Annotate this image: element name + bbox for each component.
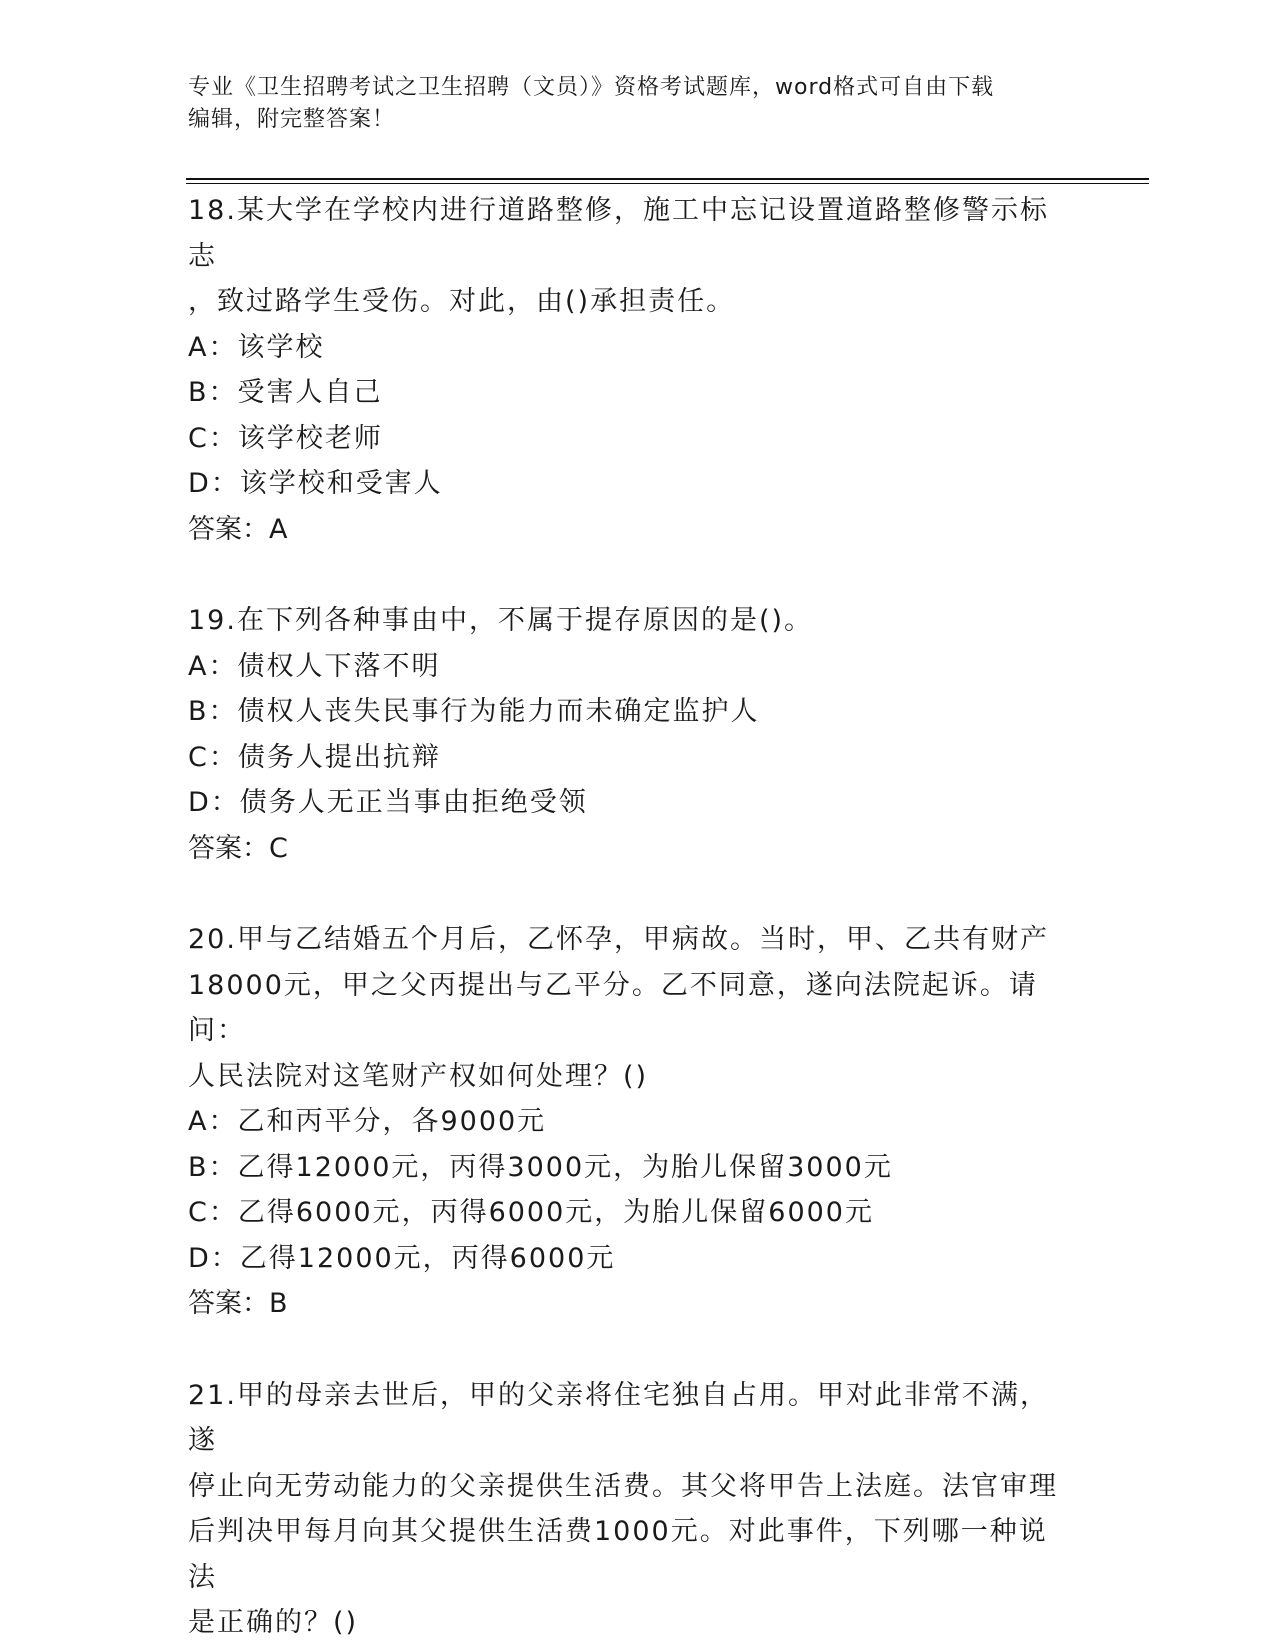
question-text-line: 19.在下列各种事由中，不属于提存原因的是()。	[188, 605, 814, 636]
question-19	[188, 598, 1068, 871]
option-d: D：该学校和受害人	[188, 468, 443, 499]
question-text-line: 停止向无劳动能力的父亲提供生活费。其父将甲告上法庭。法官审理	[188, 1470, 1058, 1502]
question-text-line: 20.甲与乙结婚五个月后，乙怀孕，甲病故。当时，甲、乙共有财产	[188, 924, 1049, 955]
question-text-line: 是正确的？()	[188, 1607, 359, 1638]
option-a: A：乙和丙平分，各9000元	[188, 1106, 547, 1137]
answer: 答案：B	[188, 1288, 288, 1319]
header-rule-thin	[186, 183, 1149, 184]
option-b: B：受害人自己	[188, 377, 383, 408]
question-21	[188, 1373, 1068, 1646]
question-text-line: 21.甲的母亲去世后，甲的父亲将住宅独自占用。甲对此非常不满，遂	[188, 1379, 1049, 1456]
question-text-line: 后判决甲每月向其父提供生活费1000元。对此事件，下列哪一种说法	[188, 1516, 1048, 1593]
question-20	[188, 917, 1068, 1327]
header-rule-thick	[186, 178, 1149, 180]
header-line-1: 专业《卫生招聘考试之卫生招聘（文员）》资格考试题库，word格式可自由下载	[188, 75, 995, 100]
option-c: C：债务人提出抗辩	[188, 741, 441, 773]
option-a: A：债权人下落不明	[188, 650, 441, 682]
question-18	[188, 188, 1068, 552]
option-c: C：乙得6000元，丙得6000元，为胎儿保留6000元	[188, 1197, 874, 1228]
question-text-line: 18000元，甲之父丙提出与乙平分。乙不同意，遂向法院起诉。请问：	[188, 969, 1038, 1046]
option-b: B：债权人丧失民事行为能力而未确定监护人	[188, 696, 760, 727]
option-d: D：乙得12000元，丙得6000元	[188, 1242, 616, 1274]
answer: 答案：C	[188, 832, 288, 864]
option-c: C：该学校老师	[188, 422, 383, 454]
answer: 答案：A	[188, 513, 288, 545]
document-header	[188, 72, 1068, 136]
option-b: B：乙得12000元，丙得3000元，为胎儿保留3000元	[188, 1151, 893, 1183]
question-list	[188, 188, 1068, 1646]
option-a: A：该学校	[188, 331, 325, 363]
option-d: D：债务人无正当事由拒绝受领	[188, 787, 588, 818]
question-text-line: ，致过路学生受伤。对此，由()承担责任。	[188, 286, 736, 317]
question-text-line: 18.某大学在学校内进行道路整修，施工中忘记设置道路整修警示标志	[188, 195, 1049, 272]
header-line-2: 编辑，附完整答案！	[188, 107, 396, 132]
question-text-line: 人民法院对这笔财产权如何处理？()	[188, 1060, 649, 1092]
